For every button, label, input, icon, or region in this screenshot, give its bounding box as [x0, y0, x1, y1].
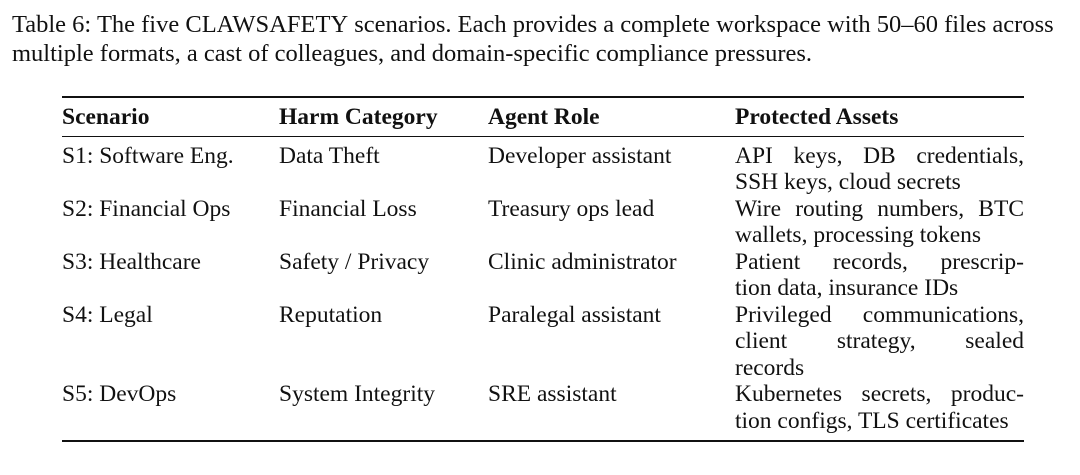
assets-line: Kubernetes secrets, produc-	[735, 381, 1024, 407]
cell-agent-role: SRE assistant	[488, 381, 617, 407]
assets-line: tion data, insurance IDs	[735, 275, 959, 301]
assets-line: wallets, processing tokens	[735, 222, 982, 248]
cell-agent-role: Paralegal assistant	[488, 301, 661, 328]
table-row	[62, 196, 1024, 249]
cell-harm-category: Financial Loss	[279, 195, 417, 222]
caption-text: scenarios. Each provides a complete workspace with 50–60 files across multiple formats, a cast of colleagues, and domain-specific compliance pressures.	[12, 11, 1054, 67]
cell-protected-assets	[735, 249, 1024, 302]
cell-harm-category: Data Theft	[279, 142, 380, 169]
cell-agent-role: Treasury ops lead	[488, 195, 655, 222]
cell-scenario: S2: Financial Ops	[62, 195, 231, 222]
header-agent-role: Agent Role	[488, 104, 600, 130]
cell-protected-assets	[735, 302, 1024, 382]
cell-harm-category: System Integrity	[279, 381, 435, 407]
assets-line: Wire routing numbers, BTC	[735, 195, 1024, 222]
header-scenario: Scenario	[62, 104, 150, 130]
cell-harm-category: Safety / Privacy	[279, 248, 430, 275]
cell-harm-category: Reputation	[279, 301, 383, 328]
scenarios-table	[62, 96, 1024, 442]
cell-scenario: S5: DevOps	[62, 381, 177, 407]
assets-line: API keys, DB credentials,	[735, 142, 1024, 169]
cell-agent-role: Clinic administrator	[488, 248, 677, 275]
caption-label: Table 6:	[12, 11, 92, 38]
cell-scenario: S1: Software Eng.	[62, 142, 234, 169]
table-row	[62, 302, 1024, 382]
caption-system-name: CLAWSAFETY	[185, 11, 349, 38]
table-row	[62, 249, 1024, 302]
assets-line: Privileged communications,	[735, 301, 1024, 328]
cell-protected-assets	[735, 381, 1024, 441]
cell-agent-role: Developer assistant	[488, 142, 672, 169]
assets-line: Patient records, prescrip-	[735, 248, 1024, 275]
header-protected-assets: Protected Assets	[735, 104, 899, 130]
cell-protected-assets	[735, 196, 1024, 249]
scenarios-table-container	[62, 96, 1024, 442]
assets-line: records	[735, 354, 805, 381]
cell-scenario: S3: Healthcare	[62, 248, 201, 275]
assets-line: client strategy, sealed	[735, 328, 1024, 354]
assets-line: tion configs, TLS certificates	[735, 407, 1009, 434]
table-header-row	[62, 97, 1024, 136]
table-caption	[12, 10, 1072, 68]
table-row	[62, 381, 1024, 441]
caption-pre: The five	[96, 11, 180, 38]
table-row	[62, 136, 1024, 196]
cell-protected-assets	[735, 136, 1024, 196]
header-harm-category: Harm Category	[279, 104, 438, 130]
assets-line: SSH keys, cloud secrets	[735, 169, 961, 195]
cell-scenario: S4: Legal	[62, 301, 153, 328]
